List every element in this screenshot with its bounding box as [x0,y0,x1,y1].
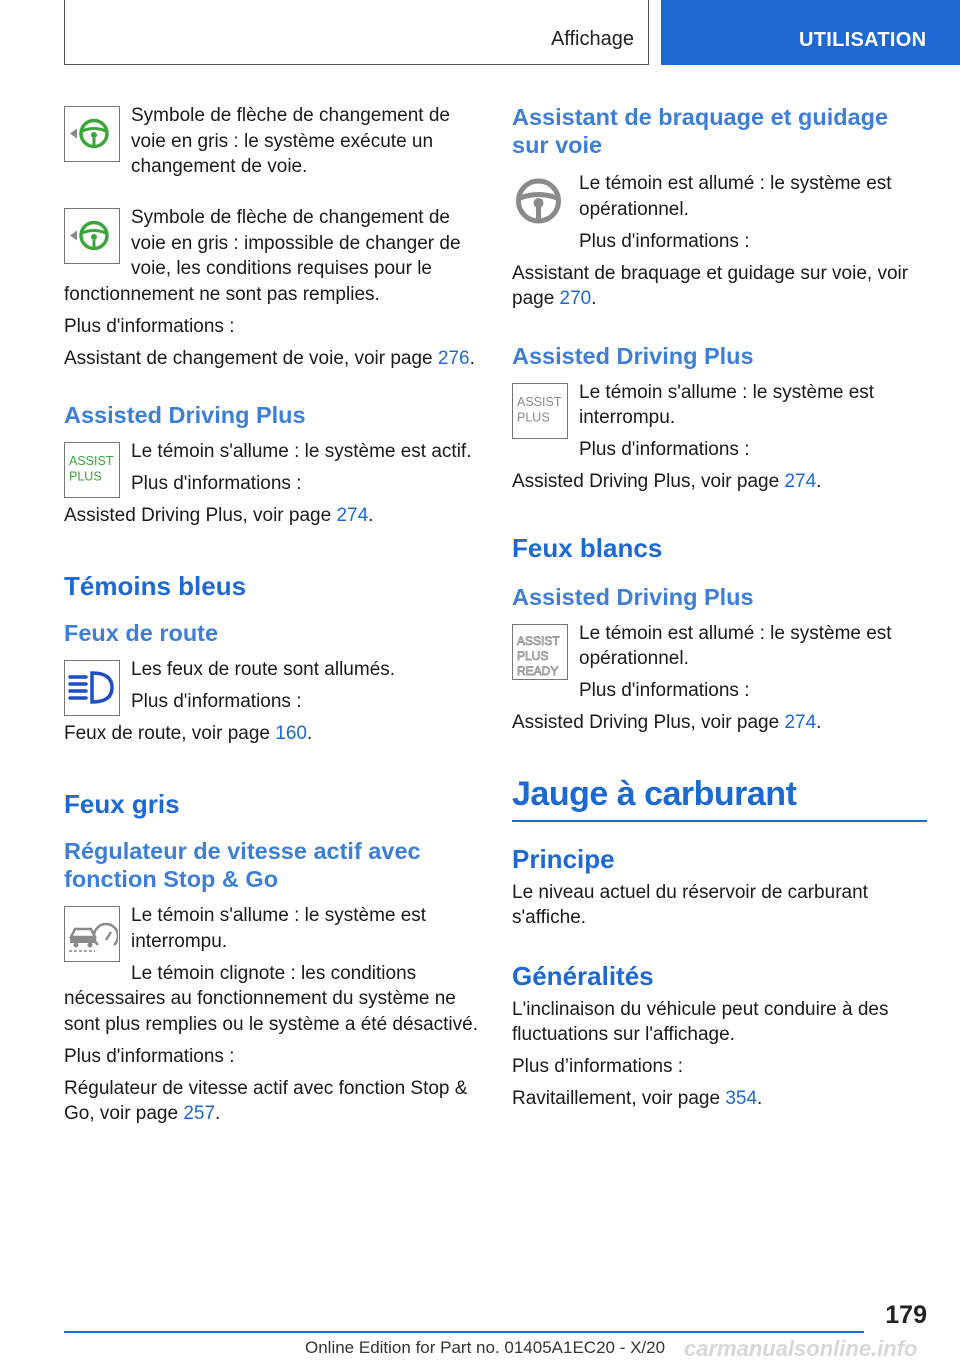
more-info-label: Plus d'informations : [579,439,750,460]
svg-text:ASSISTPLUS: ASSIST PLUS [517,394,562,425]
general-heading: Généralités [512,960,654,991]
edition-note: Online Edition for Part no. 01405A1EC20 - X/20 [305,1338,666,1357]
more-info-label: Plus d'informations : [579,680,750,701]
reference-refuelling: Ravitaillement, voir page 354. [512,1088,763,1109]
high-beam-entry [64,657,479,753]
assisted-driving-entry [64,439,479,535]
assist-plus-ready-icon [512,624,568,680]
cruise-control-icon [64,906,120,962]
right-column [512,103,927,1118]
general-text: L'inclinaison du véhicule peut conduire à des fluctuations sur l'affichage. [512,998,889,1045]
assisted-driving-heading: Assisted Driving Plus [512,342,754,369]
page-link[interactable]: 160 [275,723,307,744]
page-link[interactable]: 274 [336,505,369,526]
page-link[interactable]: 270 [559,288,592,309]
steering-wheel-lane-change-icon [64,208,120,264]
assist-plus-green-icon [64,442,120,498]
steering-assist-status: Le témoin est allumé : le système est opérationnel. [579,173,892,220]
lane-change-impossible-entry [64,205,479,307]
steering-assist-entry [512,171,927,254]
reference-steering-assist: Assistant de braquage et guidage sur voie, voir page 270. [512,262,909,309]
page-link[interactable]: 257 [183,1103,216,1124]
page-link[interactable]: 274 [784,471,817,492]
assisted-driving-interrupted-entry [512,380,927,463]
white-lights-heading: Feux blancs [512,532,663,563]
high-beam-icon [64,660,120,716]
reference-assisted-driving: Assisted Driving Plus, voir page 274. [64,505,374,526]
chapter-title: UTILISATION [799,29,927,51]
left-column [64,103,479,1133]
assisted-driving-ready-entry [512,621,927,704]
blue-lights-heading: Témoins bleus [64,571,247,601]
more-info-label: Plus d’informations : [512,1056,684,1077]
high-beam-heading: Feux de route [64,620,219,646]
assisted-driving-status: Le témoin s'allume : le système est interrompu. [579,381,875,428]
assisted-driving-status: Le témoin s'allume : le système est actif. [131,441,472,462]
steering-assist-heading: Assistant de braquage et guidage sur voie [512,104,889,158]
page-number: 179 [885,1301,927,1329]
page-link[interactable]: 276 [437,347,470,369]
fuel-gauge-heading: Jauge à carburant [512,774,927,822]
steering-wheel-grey-icon [512,174,568,230]
assist-plus-grey-icon [512,383,568,439]
reference-assisted-driving: Assisted Driving Plus, voir page 274. [512,471,822,492]
svg-text:ASSISTPLUSREADY: ASSIST PLUS READY [517,633,560,678]
lane-change-impossible-text: Symbole de flèche de changement de voie en gris : impossible de changer de voie, les conditions requises pour le fonctionnement ne sont pas remplies. [64,207,461,305]
reference-high-beam: Feux de route, voir page 160. [64,723,313,744]
more-info-label: Plus d'informations : [131,691,302,712]
more-info-label: Plus d'informations : [131,473,302,494]
assisted-driving-heading: Assisted Driving Plus [512,583,754,610]
lane-change-active-entry [64,103,479,186]
reference-assisted-driving: Assisted Driving Plus, voir page 274. [512,712,822,733]
more-info-label: Plus d'informations : [64,1045,235,1067]
lane-change-active-text: Symbole de flèche de changement de voie en gris : le système exécute un changement de voie. [131,105,450,177]
assisted-driving-heading: Assisted Driving Plus [64,402,306,428]
reference-acc: Régulateur de vitesse actif avec fonction Stop & Go, voir page 257. [64,1077,468,1124]
acc-entry [64,903,479,1037]
steering-wheel-lane-change-icon [64,106,120,162]
principle-heading: Principe [512,843,615,874]
high-beam-status: Les feux de route sont allumés. [131,659,396,680]
more-info-label: Plus d'informations : [579,230,750,252]
watermark: carmanualsonline.info [684,1336,918,1361]
section-title: Affichage [550,28,634,50]
page-link[interactable]: 354 [725,1088,758,1109]
acc-status-1: Le témoin s'allume : le système est interrompu. [131,905,427,952]
more-info-label: Plus d'informations : [64,315,235,337]
header-section-box [64,0,649,65]
grey-lights-heading: Feux gris [64,789,180,819]
principle-text: Le niveau actuel du réservoir de carburant s'affiche. [512,881,868,928]
svg-text:ASSISTPLUS: ASSIST PLUS [69,454,114,484]
header-chapter-tab[interactable] [661,0,960,65]
footer-divider [64,1331,864,1333]
acc-heading: Régulateur de vitesse actif avec fonction Stop & Go [64,838,421,892]
reference-lane-change: Assistant de changement de voie, voir page 276. [64,347,475,369]
page-link[interactable]: 274 [784,712,817,733]
acc-status-2: Le témoin clignote : les conditions nécessaires au fonctionnement du système ne sont plus remplies ou le système a été désactivé. [64,962,478,1035]
assisted-driving-ready-status: Le témoin est allumé : le système est opérationnel. [579,622,892,669]
